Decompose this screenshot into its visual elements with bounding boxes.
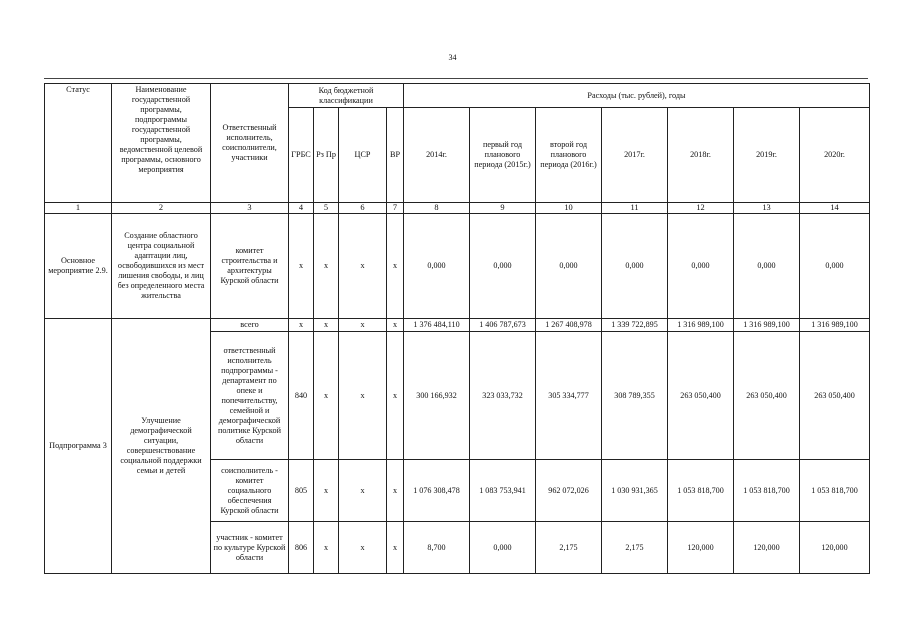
csr-cell: х	[339, 522, 387, 574]
value-2016: 1 267 408,978	[536, 319, 602, 332]
csr-cell: х	[339, 460, 387, 522]
header-2018: 2018г.	[668, 108, 734, 203]
col-num: 6	[339, 203, 387, 214]
value-2014: 1 076 308,478	[404, 460, 470, 522]
value-2017: 308 789,355	[602, 332, 668, 460]
vr-cell: х	[387, 332, 404, 460]
grbs-cell: х	[289, 214, 314, 319]
table-row	[45, 214, 870, 319]
vr-cell: х	[387, 522, 404, 574]
vr-cell: х	[387, 319, 404, 332]
header-row-1	[45, 84, 870, 108]
header-2016: второй год планового периода (2016г.)	[536, 108, 602, 203]
value-2020: 1 053 818,700	[800, 460, 870, 522]
csr-cell: х	[339, 332, 387, 460]
value-2017: 2,175	[602, 522, 668, 574]
header-status: Статус	[45, 84, 112, 203]
header-name: Наименование государственной программы, подпрограммы государственной программы, ведомственной целевой программы, основного мероприятия	[112, 84, 211, 203]
page-number: 34	[448, 53, 457, 62]
col-num: 13	[734, 203, 800, 214]
rzpr-cell: х	[314, 460, 339, 522]
value-2016: 305 334,777	[536, 332, 602, 460]
vr-cell: х	[387, 214, 404, 319]
value-2015: 1 083 753,941	[470, 460, 536, 522]
value-2016: 2,175	[536, 522, 602, 574]
name-cell: Создание областного центра социальной адаптации лиц, освободившихся из мест лишения свободы, и лиц без определенного места жительства	[112, 214, 211, 319]
value-2014: 8,700	[404, 522, 470, 574]
value-2015: 0,000	[470, 214, 536, 319]
grbs-cell: 840	[289, 332, 314, 460]
column-number-row	[45, 203, 870, 214]
vr-cell: х	[387, 460, 404, 522]
value-2019: 120,000	[734, 522, 800, 574]
executor-cell: соисполнитель - комитет социального обеспечения Курской области	[211, 460, 289, 522]
value-2020: 120,000	[800, 522, 870, 574]
name-cell: Улучшение демографической ситуации, совершенствование социальной поддержки семьи и детей	[112, 319, 211, 574]
value-2014: 1 376 484,110	[404, 319, 470, 332]
value-2015: 1 406 787,673	[470, 319, 536, 332]
executor-cell: ответственный исполнитель подпрограммы - департамент по опеке и попечительству, семейной и демографической политике Курской области	[211, 332, 289, 460]
value-2017: 1 030 931,365	[602, 460, 668, 522]
header-csr: ЦСР	[339, 108, 387, 203]
value-2014: 0,000	[404, 214, 470, 319]
col-num: 11	[602, 203, 668, 214]
grbs-cell: 806	[289, 522, 314, 574]
value-2014: 300 166,932	[404, 332, 470, 460]
value-2015: 323 033,732	[470, 332, 536, 460]
header-budget-code: Код бюджетной классификации	[289, 84, 404, 108]
value-2017: 1 339 722,895	[602, 319, 668, 332]
col-num: 14	[800, 203, 870, 214]
col-num: 12	[668, 203, 734, 214]
header-2015: первый год планового периода (2015г.)	[470, 108, 536, 203]
executor-cell: комитет строительства и архитектуры Курской области	[211, 214, 289, 319]
header-executor: Ответственный исполнитель, соисполнители, участники	[211, 84, 289, 203]
value-2019: 0,000	[734, 214, 800, 319]
top-rule	[44, 78, 868, 79]
status-cell: Подпрограмма 3	[45, 319, 112, 574]
header-grbs: ГРБС	[289, 108, 314, 203]
executor-cell: участник - комитет по культуре Курской области	[211, 522, 289, 574]
header-rzpr: Рз Пр	[314, 108, 339, 203]
grbs-cell: х	[289, 319, 314, 332]
header-2014: 2014г.	[404, 108, 470, 203]
col-num: 10	[536, 203, 602, 214]
value-2019: 1 316 989,100	[734, 319, 800, 332]
header-2017: 2017г.	[602, 108, 668, 203]
value-2018: 1 053 818,700	[668, 460, 734, 522]
grbs-cell: 805	[289, 460, 314, 522]
header-expenses: Расходы (тыс. рублей), годы	[404, 84, 870, 108]
value-2019: 1 053 818,700	[734, 460, 800, 522]
col-num: 5	[314, 203, 339, 214]
value-2018: 0,000	[668, 214, 734, 319]
value-2018: 263 050,400	[668, 332, 734, 460]
value-2016: 962 072,026	[536, 460, 602, 522]
value-2018: 1 316 989,100	[668, 319, 734, 332]
executor-cell: всего	[211, 319, 289, 332]
value-2020: 263 050,400	[800, 332, 870, 460]
table-row	[45, 319, 870, 332]
rzpr-cell: х	[314, 332, 339, 460]
value-2016: 0,000	[536, 214, 602, 319]
col-num: 1	[45, 203, 112, 214]
budget-table	[44, 83, 870, 574]
header-2020: 2020г.	[800, 108, 870, 203]
col-num: 8	[404, 203, 470, 214]
header-vr: ВР	[387, 108, 404, 203]
col-num: 7	[387, 203, 404, 214]
value-2018: 120,000	[668, 522, 734, 574]
header-2019: 2019г.	[734, 108, 800, 203]
status-cell: Основное мероприятие 2.9.	[45, 214, 112, 319]
col-num: 2	[112, 203, 211, 214]
value-2020: 1 316 989,100	[800, 319, 870, 332]
rzpr-cell: х	[314, 522, 339, 574]
value-2015: 0,000	[470, 522, 536, 574]
value-2020: 0,000	[800, 214, 870, 319]
value-2017: 0,000	[602, 214, 668, 319]
col-num: 9	[470, 203, 536, 214]
col-num: 4	[289, 203, 314, 214]
csr-cell: х	[339, 214, 387, 319]
value-2019: 263 050,400	[734, 332, 800, 460]
col-num: 3	[211, 203, 289, 214]
csr-cell: х	[339, 319, 387, 332]
rzpr-cell: х	[314, 319, 339, 332]
rzpr-cell: х	[314, 214, 339, 319]
